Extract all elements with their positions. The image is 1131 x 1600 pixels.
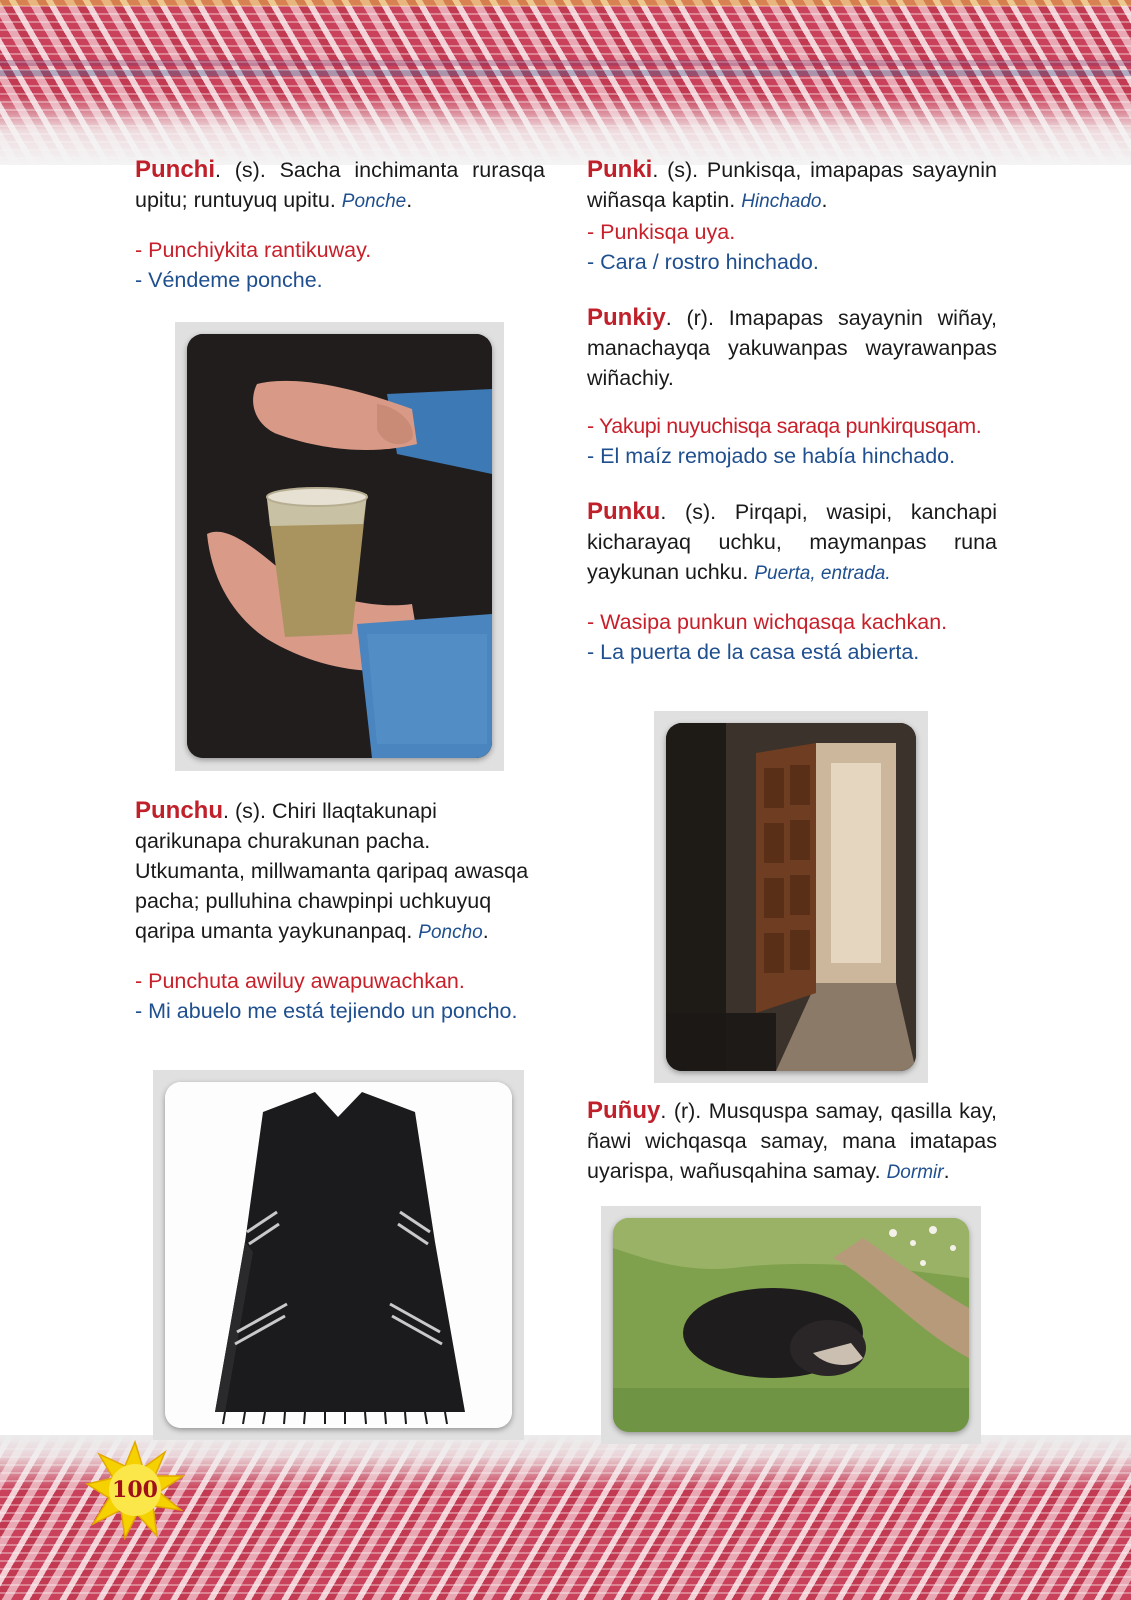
translation: Poncho bbox=[418, 922, 483, 943]
example bbox=[587, 607, 997, 667]
left-column-lower bbox=[135, 796, 545, 1042]
page-number-badge bbox=[85, 1440, 185, 1540]
dog-photo bbox=[613, 1218, 969, 1432]
example bbox=[135, 235, 545, 295]
entry-punku bbox=[587, 497, 997, 667]
definition-end: . bbox=[406, 188, 413, 212]
door-photo-frame bbox=[654, 711, 928, 1083]
black-poncho-image bbox=[165, 1082, 512, 1428]
ponche-hands-image bbox=[187, 334, 492, 758]
ponche-photo bbox=[187, 334, 492, 758]
definition: . (s). Sacha inchimanta rurasqa upitu; runtuyuq upitu. bbox=[135, 158, 545, 212]
definition-end: . bbox=[821, 188, 828, 212]
definition: . (r). Musquspa samay, qasilla kay, ñawi wichqasqa samay, mana imatapas uyarispa, wañusqahina samay. bbox=[587, 1099, 997, 1183]
translation: Hinchado bbox=[741, 191, 822, 212]
example-spanish: - Cara / rostro hinchado. bbox=[587, 250, 819, 274]
right-column-lower bbox=[587, 1096, 997, 1204]
entry-punuy bbox=[587, 1096, 997, 1188]
entry-punkiy bbox=[587, 303, 997, 471]
example-quechua: - Punchiykita rantikuway. bbox=[135, 238, 372, 262]
headword: Puñuy bbox=[587, 1097, 661, 1124]
entry-punki bbox=[587, 155, 997, 277]
definition: . (s). Punkisqa, imapapas sayaynin wiñasqa kaptin. bbox=[587, 158, 997, 212]
definition: . (s). Chiri llaqtakunapi qarikunapa churakunan pacha. Utkumanta, millwamanta qaripaq awasqa pacha; pulluhina chawpinpi uchkuyuq qaripa umanta yaykunanpaq. bbox=[135, 799, 529, 943]
headword: Punki bbox=[587, 156, 653, 183]
example bbox=[587, 217, 997, 277]
left-column bbox=[135, 155, 545, 311]
example-quechua: - Punkisqa uya. bbox=[587, 220, 736, 244]
top-textile-border bbox=[0, 0, 1131, 165]
example-spanish: - Mi abuelo me está tejiendo un poncho. bbox=[135, 999, 518, 1023]
translation: Ponche bbox=[341, 191, 407, 212]
entry-punchi bbox=[135, 155, 545, 295]
example-spanish: - Véndeme ponche. bbox=[135, 268, 323, 292]
example-quechua: - Yakupi nuyuchisqa saraqa punkirqusqam. bbox=[587, 414, 982, 438]
door-photo bbox=[666, 723, 916, 1071]
poncho-photo-frame bbox=[153, 1070, 524, 1440]
page-number: 100 bbox=[112, 1477, 158, 1503]
definition: . (s). Pirqapi, wasipi, kanchapi kicharayaq uchku, maymanpas runa yaykunan uchku. bbox=[587, 500, 997, 584]
definition: . (r). Imapapas sayaynin wiñay, manachayqa yakuwanpas wayrawanpas wiñachiy. bbox=[587, 306, 997, 390]
headword: Punchi bbox=[135, 156, 216, 183]
example-spanish: - La puerta de la casa está abierta. bbox=[587, 640, 920, 664]
entry-punchu bbox=[135, 796, 545, 1026]
example-quechua: - Punchuta awiluy awapuwachkan. bbox=[135, 969, 465, 993]
example bbox=[587, 411, 997, 471]
poncho-photo bbox=[165, 1082, 512, 1428]
example bbox=[135, 966, 545, 1026]
translation: Puerta, entrada. bbox=[754, 563, 891, 584]
ponche-photo-frame bbox=[175, 322, 504, 771]
headword: Punkiy bbox=[587, 304, 666, 331]
definition-end: . bbox=[943, 1159, 950, 1183]
open-door-image bbox=[666, 723, 916, 1071]
headword: Punchu bbox=[135, 797, 223, 824]
definition-end: . bbox=[482, 919, 489, 943]
example-spanish: - El maíz remojado se había hinchado. bbox=[587, 444, 956, 468]
sleeping-dog-image bbox=[613, 1218, 969, 1432]
dog-photo-frame bbox=[601, 1206, 981, 1444]
right-column bbox=[587, 155, 997, 683]
headword: Punku bbox=[587, 498, 661, 525]
example-quechua: - Wasipa punkun wichqasqa kachkan. bbox=[587, 610, 948, 634]
translation: Dormir bbox=[886, 1162, 944, 1183]
